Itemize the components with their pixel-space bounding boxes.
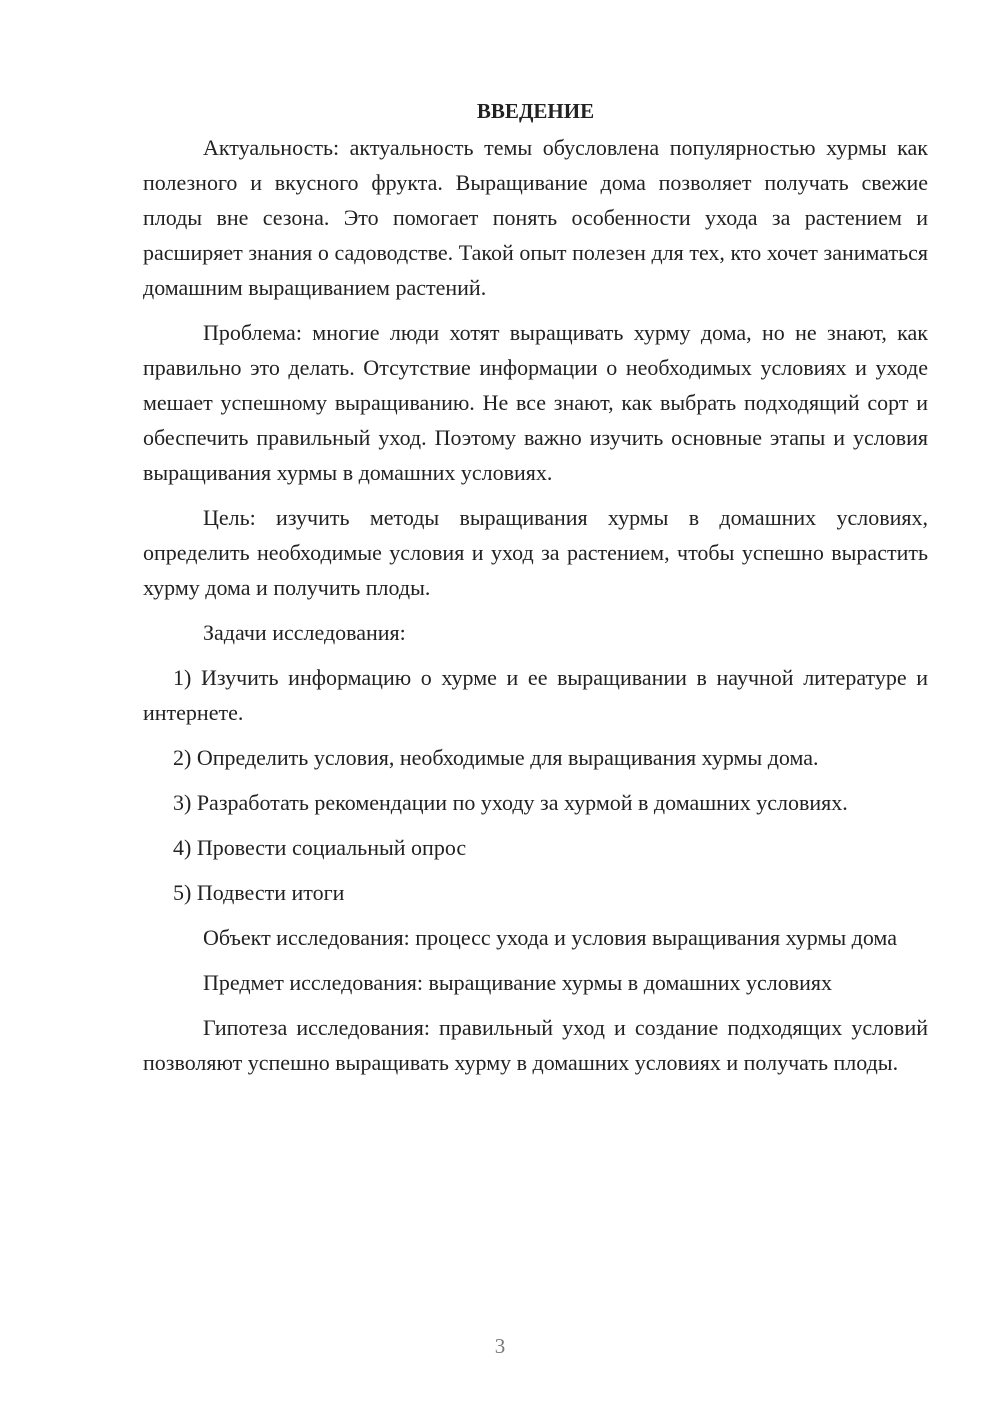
paragraph-object: Объект исследования: процесс ухода и условия выращивания хурмы дома [203,925,897,950]
paragraph-relevance: Актуальность: актуальность темы обусловлена популярностью хурмы как полезного и вкусного фрукта. Выращивание дома позволяет получать свежие плоды вне сезона. Это помогает понять особенности ухода за растением и расширяет знания о садоводстве. Такой опыт полезен для тех, кто хочет заниматься домашним выращиванием растений. [143,135,928,300]
page-content [143,96,928,1090]
task-item: 3) Разработать рекомендации по уходу за хурмой в домашних условиях. [173,790,848,815]
paragraph-hypothesis: Гипотеза исследования: правильный уход и создание подходящих условий позволяют успешно выращивать хурму в домашних условиях и получать плоды. [143,1015,928,1075]
paragraph-subject: Предмет исследования: выращивание хурмы в домашних условиях [203,970,833,995]
tasks-heading: Задачи исследования: [203,620,406,645]
task-item: 4) Провести социальный опрос [173,835,467,860]
paragraph-goal: Цель: изучить методы выращивания хурмы в домашних условиях, определить необходимые условия и уход за растением, чтобы успешно вырастить хурму дома и получить плоды. [143,505,928,600]
task-item: 1) Изучить информацию о хурме и ее выращивании в научной литературе и интернете. [143,665,928,725]
page-number: 3 [494,1334,506,1358]
task-item: 2) Определить условия, необходимые для выращивания хурмы дома. [173,745,819,770]
page-title: ВВЕДЕНИЕ [476,99,595,123]
paragraph-problem: Проблема: многие люди хотят выращивать хурму дома, но не знают, как правильно это делать. Отсутствие информации о необходимых условиях и уходе мешает успешному выращиванию. Не все знают, как выбрать подходящий сорт и обеспечить правильный уход. Поэтому важно изучить основные этапы и условия выращивания хурмы в домашних условиях. [143,320,928,485]
task-item: 5) Подвести итоги [173,880,345,905]
